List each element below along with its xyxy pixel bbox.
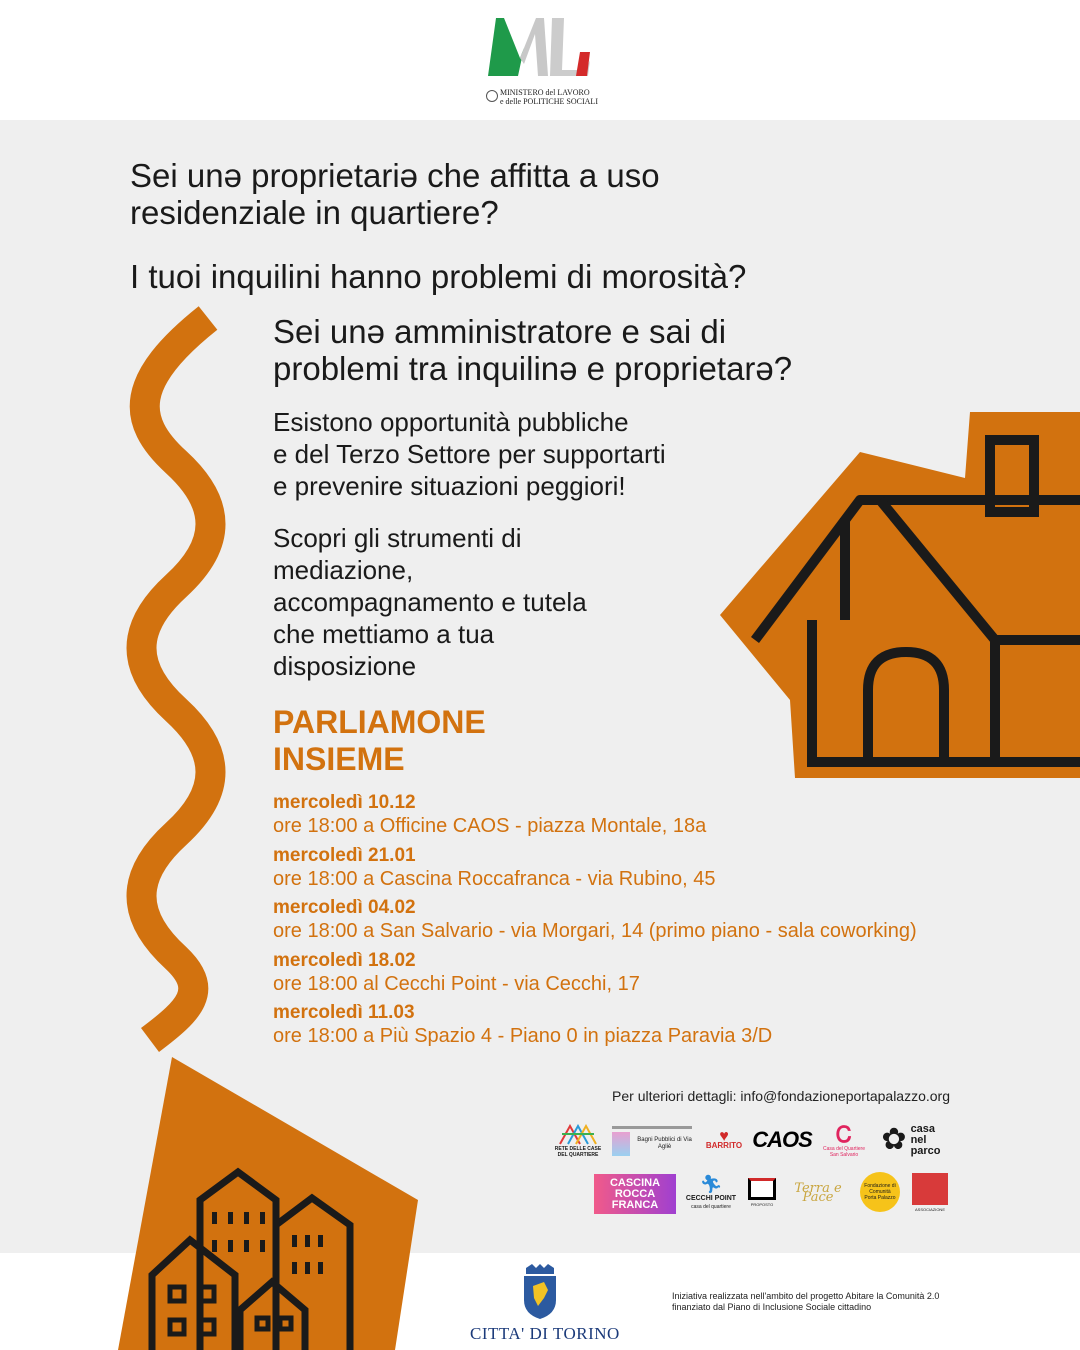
event-item [273,1001,973,1054]
square-mark-icon [912,1173,948,1205]
colored-lines-icon [558,1124,598,1146]
person-icon: 🏃︎ [699,1174,723,1194]
question-owner: Sei unə proprietariə che affitta a uso residenziale in quartiere? [130,157,660,231]
rete-case-quartiere-logo: RETE DELLE CASE DEL QUARTIERE [553,1120,603,1162]
associazione-logo: ASSOCIAZIONE [910,1172,950,1214]
event-item [273,949,973,1002]
buildings-icon [118,1057,418,1350]
event-place: ore 18:00 a Officine CAOS - piazza Montale, 18a [273,815,707,837]
barrito-logo: ♥ BARRITO [705,1128,743,1150]
event-date: mercoledì 21.01 [273,844,416,866]
event-item [273,844,973,897]
proposto-logo: PROPOSTO [744,1172,780,1214]
building-icon [612,1132,630,1156]
terra-e-pace-logo: Terra e Pace [794,1181,842,1205]
wavy-line-icon [142,318,211,1040]
event-date: mercoledì 18.02 [273,949,416,971]
caos-logo: CAOS [752,1126,812,1152]
event-place: ore 18:00 a San Salvario - via Morgari, 14 (primo piano - sala coworking) [273,920,917,942]
event-place: ore 18:00 a Cascina Roccafranca - via Rubino, 45 [273,867,716,890]
ministry-name: MINISTERO del LAVORO e delle POLITICHE SOCIALI [500,88,598,106]
citta-di-torino-logo: CITTA' DI TORINO [470,1264,610,1344]
event-date: mercoledì 04.02 [273,897,416,918]
cta-heading: PARLIAMONE INSIEME [273,704,486,777]
casa-nel-parco-logo: ✿ casa nel parco [881,1122,941,1157]
question-tenants: I tuoi inquilini hanno problemi di morosità? [130,258,747,295]
events-list [273,791,973,1054]
cecchi-point-logo: 🏃︎ CECCHI POINT casa del quartiere [685,1174,737,1210]
cq-mark-icon: Ꮯ [836,1122,852,1147]
cascina-roccafranca-logo: CASCINA ROCCA FRANCA [594,1174,676,1214]
contact-info: Per ulteriori dettagli: info@fondazioneportapalazzo.org [612,1088,950,1104]
torino-coat-of-arms-icon [520,1264,560,1320]
event-date: mercoledì 10.12 [273,792,416,813]
bagni-pubblici-logo: Bagni Pubblici di Via Agliè [612,1120,696,1162]
event-place: ore 18:00 a Più Spazio 4 - Piano 0 in piazza Paravia 3/D [273,1025,773,1047]
event-item [273,791,973,844]
flower-icon: ✿ [881,1123,907,1156]
event-item [273,896,973,949]
fondazione-porta-palazzo-logo: Fondazione di Comunità Porta Palazzo [860,1172,900,1212]
house-icon [720,412,1080,778]
tools-paragraph: Scopri gli strumenti di mediazione, accompagnamento e tutela che mettiamo a tua disposizione [273,523,587,681]
initiative-note: Iniziativa realizzata nell'ambito del progetto Abitare la Comunità 2.0 finanziato dal Piano di Inclusione Sociale cittadino [672,1291,940,1312]
house-box-icon [748,1178,776,1200]
heart-icon: ♥ [719,1128,729,1145]
question-administrator: Sei unə amministratore e sai di problemi tra inquilinə e proprietarə? [273,313,793,387]
event-date: mercoledì 11.03 [273,1002,415,1023]
casa-quartiere-san-salvario-logo: Ꮯ Casa del Quartiere San Salvario [823,1122,865,1158]
event-place: ore 18:00 al Cecchi Point - via Cecchi, 17 [273,972,640,995]
opportunities-paragraph: Esistono opportunità pubbliche e del Terzo Settore per supportarti e prevenire situazioni peggiori! [273,407,666,501]
